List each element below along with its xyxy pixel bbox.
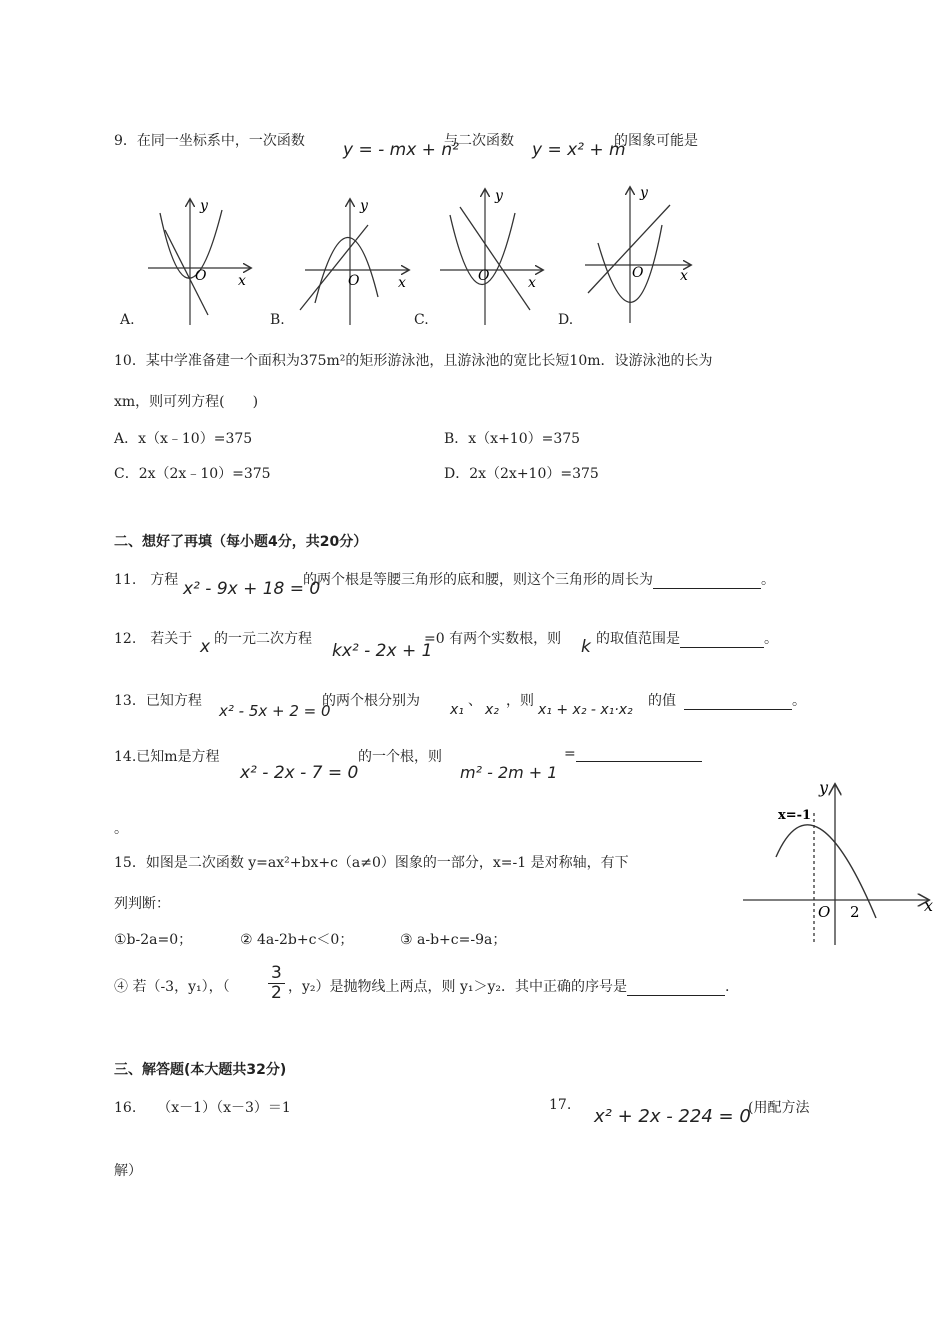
option-a-graph xyxy=(148,198,250,325)
q15-origin: O xyxy=(818,903,831,921)
q15-fraction-numerator: 3 xyxy=(268,964,285,984)
q14-answer-blank[interactable] xyxy=(576,747,702,762)
q15-judgement-1: ①b-2a=0； xyxy=(114,932,193,948)
q10-option-a: A．x（x﹣10）=375 xyxy=(114,431,253,447)
q13-end: 。 xyxy=(792,693,806,709)
option-a-label: A. xyxy=(120,312,135,328)
option-c-graph xyxy=(440,188,542,325)
q13-tail: 的值 xyxy=(648,693,676,709)
q14-expr: x² - 2x - 7 = 0 xyxy=(240,763,359,783)
section2-title: 二、想好了再填（每小题4分，共20分） xyxy=(114,534,368,550)
q11-expr: x² - 9x + 18 = 0 xyxy=(183,579,321,599)
q14-eq: = xyxy=(564,746,576,762)
q9-linear-expr: y = - mx + n² xyxy=(343,140,459,160)
q14-mid: 的一个根，则 xyxy=(358,749,442,765)
q13-mid2: ，则 xyxy=(506,693,534,709)
q13-sep: 、 xyxy=(468,693,482,709)
option-c-origin: O xyxy=(478,268,490,284)
q12-var2: k xyxy=(581,637,591,657)
q9-line xyxy=(114,130,305,150)
q17-expr: x² + 2x - 224 = 0 xyxy=(594,1106,751,1127)
q14-end: 。 xyxy=(114,821,128,837)
q15-line2: 列判断： xyxy=(114,896,170,912)
q9-quadratic-expr: y = x² + m xyxy=(532,140,626,160)
q12-tail: 的取值范围是 xyxy=(596,631,680,647)
q15-judgement-2: ② 4a-2b+c＜0； xyxy=(240,932,354,948)
q12-answer-blank[interactable] xyxy=(680,633,764,648)
option-c-label: C. xyxy=(414,312,429,328)
q13-root1: x₁ xyxy=(450,702,464,718)
q11-line xyxy=(303,569,775,589)
q15-j4-lead: ④ 若（-3，y₁），（ xyxy=(114,979,230,995)
q13-mid: 的两个根分别为 xyxy=(322,693,420,709)
q16-equation: 16. （x－1）（x－3）＝1 xyxy=(114,1100,291,1116)
q13-line xyxy=(648,690,806,710)
section3-title: 三、解答题(本大题共32分) xyxy=(114,1062,287,1078)
q10-line1: 10．某中学准备建一个面积为375m²的矩形游泳池，且游泳池的宽比长短10m．设游泳池的长为 xyxy=(114,353,713,369)
option-b-label: B. xyxy=(270,312,285,328)
q9-tail: 的图象可能是 xyxy=(614,133,698,149)
option-d-graph xyxy=(585,185,690,323)
q17-number: 17. xyxy=(549,1097,572,1113)
q15-x-label: x xyxy=(924,896,934,915)
option-d-y-label: y xyxy=(640,185,648,201)
option-d-label: D. xyxy=(558,312,574,328)
q13-root2: x₂ xyxy=(485,702,499,718)
q10-line2: xm，则可列方程( ) xyxy=(114,394,259,410)
q13-lead: 13．已知方程 xyxy=(114,693,202,709)
option-a-x-label: x xyxy=(238,273,246,289)
q14-lead: 14.已知m是方程 xyxy=(114,749,220,765)
q15-line1: 15．如图是二次函数 y=ax²+bx+c（a≠0）图象的一部分，x=-1 是对称轴，有下 xyxy=(114,855,629,871)
option-a-y-label: y xyxy=(200,198,208,214)
q11-answer-blank[interactable] xyxy=(653,574,761,589)
option-b-graph xyxy=(300,198,408,325)
q15-y-label: y xyxy=(819,778,829,797)
q13-expr2: x₁ + x₂ - x₁·x₂ xyxy=(538,702,633,718)
q15-j4-line xyxy=(288,976,729,996)
q9-mid: 与二次函数 xyxy=(444,133,514,149)
q10-option-d: D．2x（2x+10）=375 xyxy=(444,466,599,482)
option-b-x-label: x xyxy=(398,275,406,291)
q11-tail: 的两个根是等腰三角形的底和腰，则这个三角形的周长为 xyxy=(303,572,653,588)
option-d-origin: O xyxy=(632,265,644,281)
q15-judgement-3: ③ a-b+c=-9a； xyxy=(400,932,507,948)
q9-option-graphs xyxy=(110,185,710,330)
q13-expr: x² - 5x + 2 = 0 xyxy=(219,702,331,720)
q15-j4-end: . xyxy=(725,979,730,995)
q12-end: 。 xyxy=(764,631,778,647)
q15-answer-blank[interactable] xyxy=(627,981,725,996)
q12-mid: 的一元二次方程 xyxy=(214,631,312,647)
q11-lead: 11. 方程 xyxy=(114,572,179,588)
q15-axis-of-symmetry-label: x=-1 xyxy=(778,808,812,823)
q13-answer-blank[interactable] xyxy=(684,695,792,710)
q15-tick-2: 2 xyxy=(850,903,860,921)
q14-expr2: m² - 2m + 1 xyxy=(460,763,558,782)
q14-answer xyxy=(564,746,702,762)
q10-option-b: B．x（x+10）=375 xyxy=(444,431,581,447)
q12-lead: 12. 若关于 xyxy=(114,631,193,647)
option-c-x-label: x xyxy=(528,275,536,291)
option-b-origin: O xyxy=(348,273,360,289)
q11-end: 。 xyxy=(761,572,775,588)
option-d-x-label: x xyxy=(680,268,688,284)
q15-parabola-graph xyxy=(738,775,938,950)
q17-method: (用配方法 xyxy=(748,1100,810,1116)
q17-method-cont: 解） xyxy=(114,1163,142,1179)
q12-mid2: =0 有两个实数根，则 xyxy=(424,631,562,647)
q15-fraction-denominator: 2 xyxy=(271,982,282,1003)
q12-expr: kx² - 2x + 1 xyxy=(332,641,433,661)
q15-j4-tail: ，y₂）是抛物线上两点，则 y₁＞y₂．其中正确的序号是 xyxy=(288,979,628,995)
option-b-y-label: y xyxy=(360,198,368,214)
q9-lead: 9．在同一坐标系中，一次函数 xyxy=(114,133,305,149)
q12-var: x xyxy=(200,637,211,657)
q10-option-c: C．2x（2x﹣10）=375 xyxy=(114,466,271,482)
q15-fraction xyxy=(268,964,285,1002)
option-c-y-label: y xyxy=(495,188,503,204)
option-a-origin: O xyxy=(195,268,207,284)
q12-line xyxy=(596,628,778,648)
